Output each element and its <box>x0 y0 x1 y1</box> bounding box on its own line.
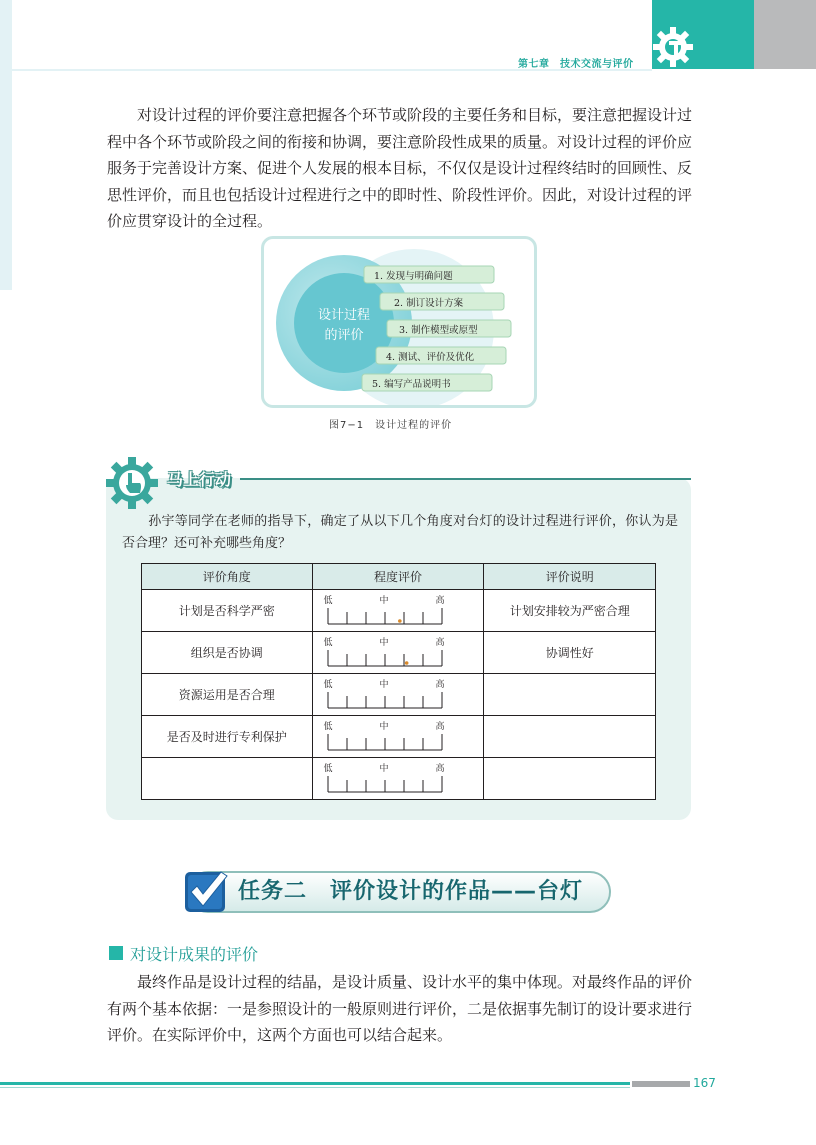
rating-scale <box>313 717 483 757</box>
left-margin-strip <box>0 0 12 290</box>
scale-label-high: 高 <box>435 721 445 732</box>
table-cell-aspect: 计划是否科学严密 <box>142 590 313 632</box>
figure-step-4 <box>376 347 506 364</box>
table-header-aspect: 评价角度 <box>142 564 313 590</box>
evaluation-table <box>141 563 656 800</box>
body-paragraph-1: 对设计过程的评价要注意把握各个环节或阶段的主要任务和目标，要注意把握设计过程中各个环节或阶段之间的衔接和协调，要注意阶段性成果的质量。对设计过程的评价应服务于完善设计方案、促进个人发展的根本目标，不仅仅是设计过程终结时的回顾性、反思性评价，而且也包括设计过程进行之中的即时性、阶段性评价。因此，对设计过程的评价应贯穿设计的全过程。 <box>107 106 693 230</box>
rating-scale-cell <box>312 716 484 758</box>
scale-ruler <box>313 717 483 757</box>
scale-label-low: 低 <box>323 637 333 648</box>
figure-caption: 图7−1 设计过程的评价 <box>329 420 453 431</box>
page-number: 167 <box>693 1076 716 1090</box>
section-bullet-square <box>109 946 123 960</box>
scale-label-low: 低 <box>323 595 333 606</box>
table-header-row <box>142 564 656 590</box>
footer-rule-thin <box>0 1087 630 1088</box>
rating-scale <box>313 633 483 673</box>
table-cell-aspect: 组织是否协调 <box>142 632 313 674</box>
scale-ruler <box>313 675 483 715</box>
scale-label-mid: 中 <box>379 595 389 606</box>
svg-text:4. 测试、评价及优化: 4. 测试、评价及优化 <box>386 352 475 363</box>
figure-center-text-1: 设计过程 <box>317 308 371 323</box>
rating-scale-cell <box>312 758 484 800</box>
table-cell-note <box>484 716 656 758</box>
svg-text:1. 发现与明确问题: 1. 发现与明确问题 <box>374 271 453 282</box>
rating-scale <box>313 675 483 715</box>
action-gear-hand-icon <box>104 455 164 511</box>
rating-marker <box>404 661 408 665</box>
figure-design-process <box>261 236 537 408</box>
checkmark-icon <box>183 866 229 914</box>
scale-label-low: 低 <box>323 679 333 690</box>
scale-ruler <box>313 633 483 673</box>
gear-icon <box>650 24 696 70</box>
table-cell-note: 协调性好 <box>484 632 656 674</box>
footer-gray-bar <box>632 1081 690 1087</box>
table-row <box>142 758 656 800</box>
scale-label-high: 高 <box>435 595 445 606</box>
figure-center-text-2: 的评价 <box>324 328 364 343</box>
scale-label-low: 低 <box>323 721 333 732</box>
body-paragraph-2: 最终作品是设计过程的结晶，是设计质量、设计水平的集中体现。对最终作品的评价有两个基本依据：一是参照设计的一般原则进行评价，二是依据事先制订的设计要求进行评价。在实际评价中，这两个方面也可以结合起来。 <box>107 973 693 1044</box>
figure-step-2 <box>380 293 504 310</box>
svg-text:2. 制订设计方案: 2. 制订设计方案 <box>394 298 464 309</box>
scale-label-mid: 中 <box>379 763 389 774</box>
scale-label-mid: 中 <box>379 721 389 732</box>
section-heading: 对设计成果的评价 <box>130 945 259 964</box>
rating-scale <box>313 759 483 799</box>
svg-text:3. 制作模型或原型: 3. 制作模型或原型 <box>399 325 478 336</box>
action-title-rule <box>240 478 691 480</box>
scale-label-mid: 中 <box>379 637 389 648</box>
table-cell-note: 计划安排较为严密合理 <box>484 590 656 632</box>
figure-step-3 <box>387 320 511 337</box>
scale-ruler <box>313 591 483 631</box>
table-cell-aspect <box>142 758 313 800</box>
header-corner-gray <box>754 0 816 69</box>
table-cell-note <box>484 674 656 716</box>
table-row <box>142 674 656 716</box>
rating-marker <box>398 619 402 623</box>
rating-scale <box>313 591 483 631</box>
table-row <box>142 590 656 632</box>
table-cell-aspect: 资源运用是否合理 <box>142 674 313 716</box>
scale-label-high: 高 <box>435 763 445 774</box>
table-header-rating: 程度评价 <box>312 564 484 590</box>
table-row <box>142 716 656 758</box>
rating-scale-cell <box>312 674 484 716</box>
scale-label-mid: 中 <box>379 679 389 690</box>
rating-scale-cell <box>312 590 484 632</box>
action-title: 马上行动 <box>167 470 232 489</box>
figure-step-5 <box>362 374 492 391</box>
scale-ruler <box>313 759 483 799</box>
scale-label-high: 高 <box>435 679 445 690</box>
task-title: 任务二 评价设计的作品——台灯 <box>238 879 584 904</box>
action-text: 孙宇等同学在老师的指导下，确定了从以下几个角度对台灯的设计过程进行评价，你认为是否合理？还可补充哪些角度？ <box>122 514 678 551</box>
svg-text:5. 编写产品说明书: 5. 编写产品说明书 <box>372 379 451 390</box>
scale-label-low: 低 <box>323 763 333 774</box>
table-cell-aspect: 是否及时进行专利保护 <box>142 716 313 758</box>
table-cell-note <box>484 758 656 800</box>
scale-label-high: 高 <box>435 637 445 648</box>
figure-step-1 <box>364 266 494 283</box>
footer-rule <box>0 1082 630 1085</box>
figure-diagram <box>264 239 534 405</box>
chapter-title: 第七章 技术交流与评价 <box>518 59 634 70</box>
table-header-note: 评价说明 <box>484 564 656 590</box>
table-row <box>142 632 656 674</box>
rating-scale-cell <box>312 632 484 674</box>
